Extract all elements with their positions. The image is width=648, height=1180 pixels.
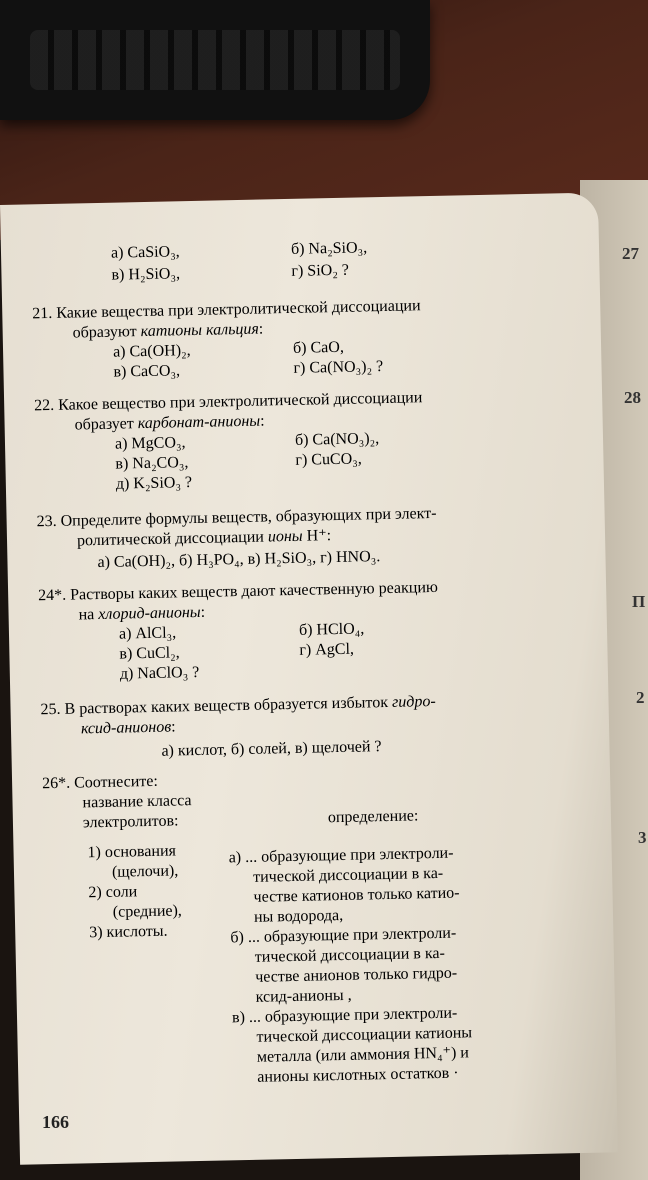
q22-b: б) Ca(NO₃)₂, [294, 430, 380, 449]
option-na2sio3: б) Na₂SiO₃, [290, 239, 368, 258]
q22-title2c: : [259, 412, 265, 430]
def-a [229, 841, 561, 928]
q26-definitions [229, 841, 564, 1088]
side-number-27: 27 [622, 244, 639, 263]
q21-b: б) CaO, [292, 338, 345, 357]
q25-options: а) кислот, б) солей, в) щелочей ? [161, 738, 382, 760]
question-24 [38, 575, 580, 686]
q24-b: б) HClO₄, [298, 620, 365, 639]
q24-title2c: : [200, 603, 206, 621]
side-number-2: 2 [636, 688, 645, 707]
q26-left-list [87, 841, 182, 943]
def-a-line-2: тической диссоциации в ка- [252, 864, 444, 886]
q23-options: а) Ca(OH)₂, б) H₃PO₄, в) H₂SiO₃, г) HNO₃. [97, 548, 381, 572]
q26-right-header: определение: [327, 807, 419, 827]
q24-c: в) CuCl₂, [119, 644, 180, 663]
q24-d: г) AgCl, [299, 640, 355, 659]
q26-left-header-2: электролитов: [82, 812, 179, 832]
def-c [232, 1001, 564, 1088]
q22-d: г) CuCO₃, [295, 450, 362, 469]
q24-e: д) NaClO₃ ? [119, 663, 200, 683]
side-letter: П [632, 592, 646, 611]
question-21 [32, 293, 574, 384]
q21-a: а) Ca(OH)₂, [112, 342, 191, 361]
side-number-28: 28 [624, 388, 641, 407]
q22-a: а) MgCO₃, [114, 434, 186, 453]
def-c-line-2: тической диссоциации катионы [256, 1024, 473, 1046]
q24-title2a: на [78, 606, 99, 624]
q26-left-header-1: название класса [82, 792, 192, 812]
q23-keyword: ионы [267, 527, 303, 546]
q26-left-3: 3) кислоты. [89, 922, 168, 942]
option-casio3: а) CaSiO₃, [110, 243, 180, 262]
q22-e: д) K₂SiO₃ ? [115, 474, 193, 493]
q26-left-1: 1) основания [87, 842, 177, 862]
def-b-line-3: честве анионов только гидро- [255, 964, 458, 986]
question-22 [34, 385, 576, 496]
q26-left-1b: (щелочи), [111, 862, 179, 881]
q26-left-2: 2) соли [88, 883, 138, 902]
q24-keyword: хлорид-анионы [98, 603, 201, 624]
q21-c: в) CaCO₃, [113, 362, 181, 381]
option-sio2: г) SiO₂ ? [291, 261, 350, 280]
q23-title2a: ролитической диссоциации [76, 528, 269, 550]
q24-a: а) AlCl₃, [118, 624, 177, 643]
def-c-line-1: в) ... образующие при электроли- [231, 1004, 458, 1027]
def-b-line-4: ксид-анионы , [255, 986, 352, 1006]
def-b-line-2: тической диссоциации в ка- [254, 944, 446, 966]
def-b-line-1: б) ... образующие при электроли- [230, 924, 457, 947]
q21-title2c: : [258, 320, 264, 338]
def-a-line-4: ны водорода, [253, 906, 344, 926]
q21-d: г) Ca(NO₃)₂ ? [293, 358, 384, 377]
q25-keyword: ксид-анионов [80, 718, 172, 738]
q23-title: 23. Определите формулы веществ, образующих при элект- [36, 504, 437, 531]
q25-title-b: гидро- [391, 692, 436, 711]
question-26 [41, 763, 603, 1086]
q23-title2c: H⁺: [302, 527, 332, 545]
question-23 [36, 501, 577, 574]
question-25 [40, 689, 601, 765]
q21-title: 21. Какие вещества при электролитической диссоциации [32, 297, 421, 323]
side-number-3: 3 [638, 828, 647, 847]
keyboard [0, 0, 430, 120]
q25-title-a: 25. В растворах каких веществ образуется избыток [40, 693, 393, 719]
q24-title: 24*. Растворы каких веществ дают качественную реакцию [38, 578, 439, 605]
page-number: 166 [42, 1112, 69, 1132]
def-a-line-1: а) ... образующие при электроли- [228, 844, 454, 867]
def-a-line-3: честве катионов только катио- [253, 884, 460, 906]
q26-title: 26*. Соотнесите: [41, 772, 159, 793]
q21-keyword: катионы кальция [140, 320, 260, 341]
q22-keyword: карбонат-анионы [137, 412, 261, 433]
def-c-line-4: анионы кислотных остатков · [257, 1064, 459, 1086]
q26-left-2b: (средние), [112, 902, 183, 921]
def-b [230, 921, 562, 1008]
q21-title2a: образуют [72, 323, 141, 342]
def-c-line-3: металла (или аммония HN₄⁺) и [256, 1044, 470, 1066]
q22-title: 22. Какое вещество при электролитической диссоциации [34, 389, 423, 415]
q22-title2a: образует [74, 415, 138, 434]
book-page [0, 192, 618, 1164]
option-h2sio3: в) H₂SiO₃, [111, 265, 181, 284]
q25-title2c: : [171, 718, 176, 736]
q22-c: в) Na₂CO₃, [115, 454, 189, 473]
